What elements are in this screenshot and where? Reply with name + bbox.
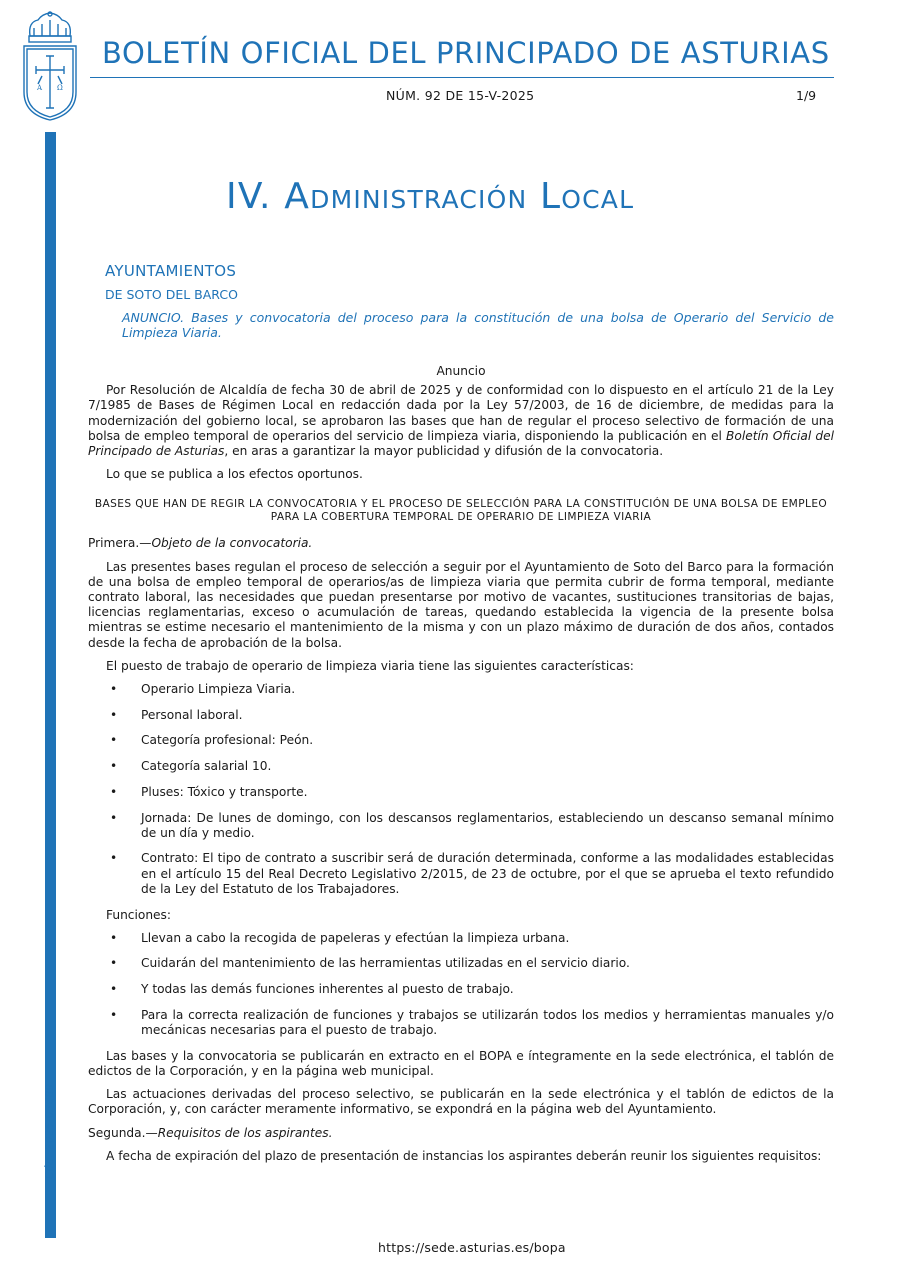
anuncio-heading: Anuncio [436, 364, 486, 378]
list-item: • Y todas las demás funciones inherentes al puesto de trabajo. [110, 982, 514, 997]
list-item: • Operario Limpieza Viaria. [110, 682, 296, 697]
characteristics-intro: El puesto de trabajo de operario de limpieza viaria tiene las siguientes características: [106, 658, 634, 673]
entity-type: AYUNTAMIENTOS [105, 262, 237, 280]
second-base-paragraph: A fecha de expiración del plazo de presentación de instancias los aspirantes deberán reunir los siguientes requisitos: [106, 1148, 822, 1163]
bulletin-title: BOLETÍN OFICIAL DEL PRINCIPADO DE ASTURIAS [102, 36, 830, 70]
first-base-paragraph: Las presentes bases regulan el proceso de selección a seguir por el Ayuntamiento de Soto del Barco para la formación de una bolsa de empleo temporal de operarios/as de limpieza viaria que permita cubrir de forma temporal, mediante contrato laboral, las necesidades que puedan presentarse por motivo de vacantes, sustituciones transitorias de bajas, licencias reglamentarias, exceso o acumulación de tareas, quedando establecida la vigencia de la presente bolsa mientras se estime necesario el mantenimiento de la misma y con un plazo máximo de duración de dos años, contados desde la fecha de aprobación de la bolsa. [88, 559, 834, 650]
document-body [88, 364, 834, 1172]
svg-text:Ω: Ω [57, 84, 63, 92]
left-accent-bar [45, 132, 56, 1238]
actions-paragraph: Las actuaciones derivadas del proceso selectivo, se publicarán en la sede electrónica y el tablón de edictos de la Corporación, y, con carácter meramente informativo, se expondrá en la página web del Ayuntamiento. [88, 1087, 834, 1117]
announcement-title: ANUNCIO. Bases y convocatoria del proceso para la constitución de una bolsa de Operario del Servicio de Limpieza Viaria. [122, 310, 834, 340]
intro-paragraph: Por Resolución de Alcaldía de fecha 30 de abril de 2025 y de conformidad con lo dispuesto en el artículo 21 de la Ley 7/1985 de Bases de Régimen Local en redacción dada por la Ley 57/2003, de 16 de diciembre, de medidas para la modernización del gobierno local, se aprobaron las bases que han de regular el proceso selectivo de formación de una bolsa de empleo temporal de operarios del servicio de limpieza viaria, disponiendo la publicación en el Boletín Oficial del Principado de Asturias, en aras a garantizar la mayor publicidad y difusión de la convocatoria. [88, 383, 834, 459]
page-indicator: 1/9 [796, 88, 817, 103]
list-item: • Contrato: El tipo de contrato a suscribir será de duración determinada, conforme a las modalidades establecidas en el artículo 15 del Real Decreto Legislativo 2/2015, de 23 de octubre, por el que se aprueba el texto refundido de la Ley del Estatuto de los Trabajadores. [110, 851, 834, 896]
svg-text:A: A [37, 84, 43, 92]
list-item: • Personal laboral. [110, 707, 243, 722]
document-code: Cód. 2025-03689 [44, 1083, 56, 1179]
list-item: • Categoría profesional: Peón. [110, 733, 314, 748]
list-item: • Pluses: Tóxico y transporte. [110, 784, 308, 799]
functions-label: Funciones: [106, 907, 172, 922]
first-base-heading: Primera.—Objeto de la convocatoria. [88, 536, 313, 551]
list-item: • Jornada: De lunes de domingo, con los descansos reglamentarios, estableciendo un descanso semanal mínimo de un día y medio. [110, 810, 834, 840]
municipality-name: DE SOTO DEL BARCO [105, 287, 238, 302]
characteristics-list [88, 682, 834, 897]
list-item: • Llevan a cabo la recogida de papeleras y efectúan la limpieza urbana. [110, 930, 570, 945]
issue-number-date: NÚM. 92 DE 15-V-2025 [386, 88, 535, 103]
list-item: • Cuidarán del mantenimiento de las herramientas utilizadas en el servicio diario. [110, 956, 630, 971]
section-title: IV. Administración Local [226, 176, 635, 217]
list-item: • Para la correcta realización de funciones y trabajos se utilizarán todos los medios y herramientas manuales y/o mecánicas necesarias para el puesto de trabajo. [110, 1007, 834, 1038]
masthead-divider [90, 77, 834, 78]
publish-note: Lo que se publica a los efectos oportunos. [106, 467, 363, 482]
functions-list [88, 931, 834, 1039]
asturias-coat-of-arms-icon [20, 10, 80, 122]
second-base-heading: Segunda.—Requisitos de los aspirantes. [88, 1125, 333, 1140]
footer-link[interactable]: https://sede.asturias.es/bopa [378, 1240, 566, 1255]
list-item: • Categoría salarial 10. [110, 759, 272, 774]
publication-paragraph: Las bases y la convocatoria se publicarán en extracto en el BOPA e íntegramente en la sede electrónica, el tablón de edictos de la Corporación, y en la página web municipal. [88, 1048, 834, 1078]
bases-heading: BASES QUE HAN DE REGIR LA CONVOCATORIA Y EL PROCESO DE SELECCIÓN PARA LA CONSTITUCIÓN DE UNA BOLSA DE EMPLEO PARA LA COBERTURA TEMPORAL DE OPERARIO DE LIMPIEZA VIARIA [94, 498, 828, 524]
